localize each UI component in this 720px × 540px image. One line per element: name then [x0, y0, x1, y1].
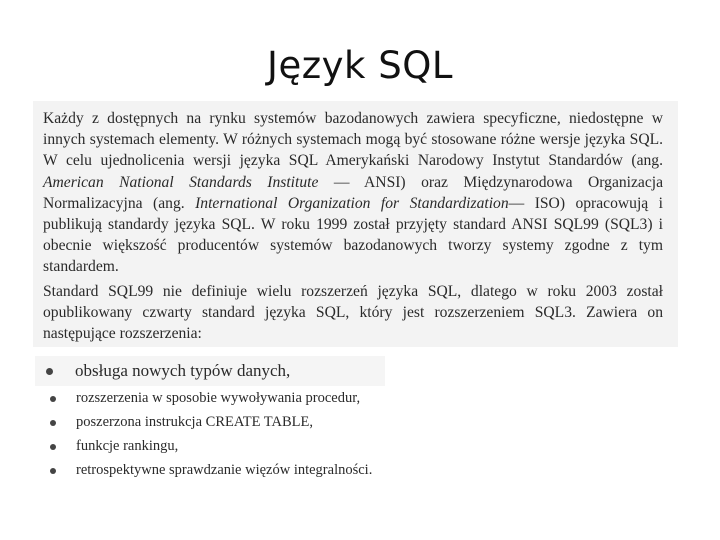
list-item [40, 414, 313, 431]
list-item [40, 390, 360, 407]
list-item [40, 462, 372, 479]
list-item-text: obsługa nowych typów danych, [75, 361, 291, 380]
bullet-dot-icon [50, 396, 56, 402]
list-item [40, 438, 178, 455]
paragraph-sql2003: Standard SQL99 nie definiuje wielu rozszerzeń języka SQL, dlatego w roku 2003 został opublikowany czwarty standard języka SQL, który jest rozszerzeniem SQL3. Zawiera on następujące rozszerzenia: [43, 283, 663, 343]
bullet-dot-icon [50, 468, 56, 474]
list-item-text: poszerzona instrukcja CREATE TABLE, [76, 414, 313, 430]
list-item [40, 361, 290, 381]
list-item-text: rozszerzenia w sposobie wywoływania procedur, [76, 390, 361, 406]
paragraph-1-part-1: Każdy z dostępnych na rynku systemów bazodanowych zawiera specyficzne, niedostępne w innych systemach elementy. W różnych systemach mogą być stosowane różne wersje języka SQL. W celu ujednolicenia wersji języka SQL Amerykański Narodowy Instytut Standardów (ang. [43, 110, 663, 170]
bullet-dot-icon [50, 420, 56, 426]
slide-title: Język SQL [267, 44, 453, 87]
ansi-english-name: American National Standards Institute [43, 173, 319, 191]
paragraph-sql-standards [43, 108, 663, 278]
bullet-dot-icon [50, 444, 56, 450]
bullet-dot-icon [46, 368, 53, 375]
list-item-text: funkcje rankingu, [76, 438, 179, 454]
paragraph-1-part-3: — ISO) opracowują i publikują standardy języka SQL. W roku 1999 został przyjęty standard ANSI SQL99 (SQL3) i obecnie większość producentów systemów bazodanowych tworzy systemy zgodne z tym standardem. [43, 194, 663, 276]
list-item-text: retrospektywne sprawdzanie więzów integralności. [76, 462, 373, 478]
paragraph-1-part-2: — ANSI) oraz Międzynarodowa Organizacja Normalizacyjna (ang. [43, 173, 664, 212]
iso-english-name: International Organization for Standardization [195, 194, 509, 212]
